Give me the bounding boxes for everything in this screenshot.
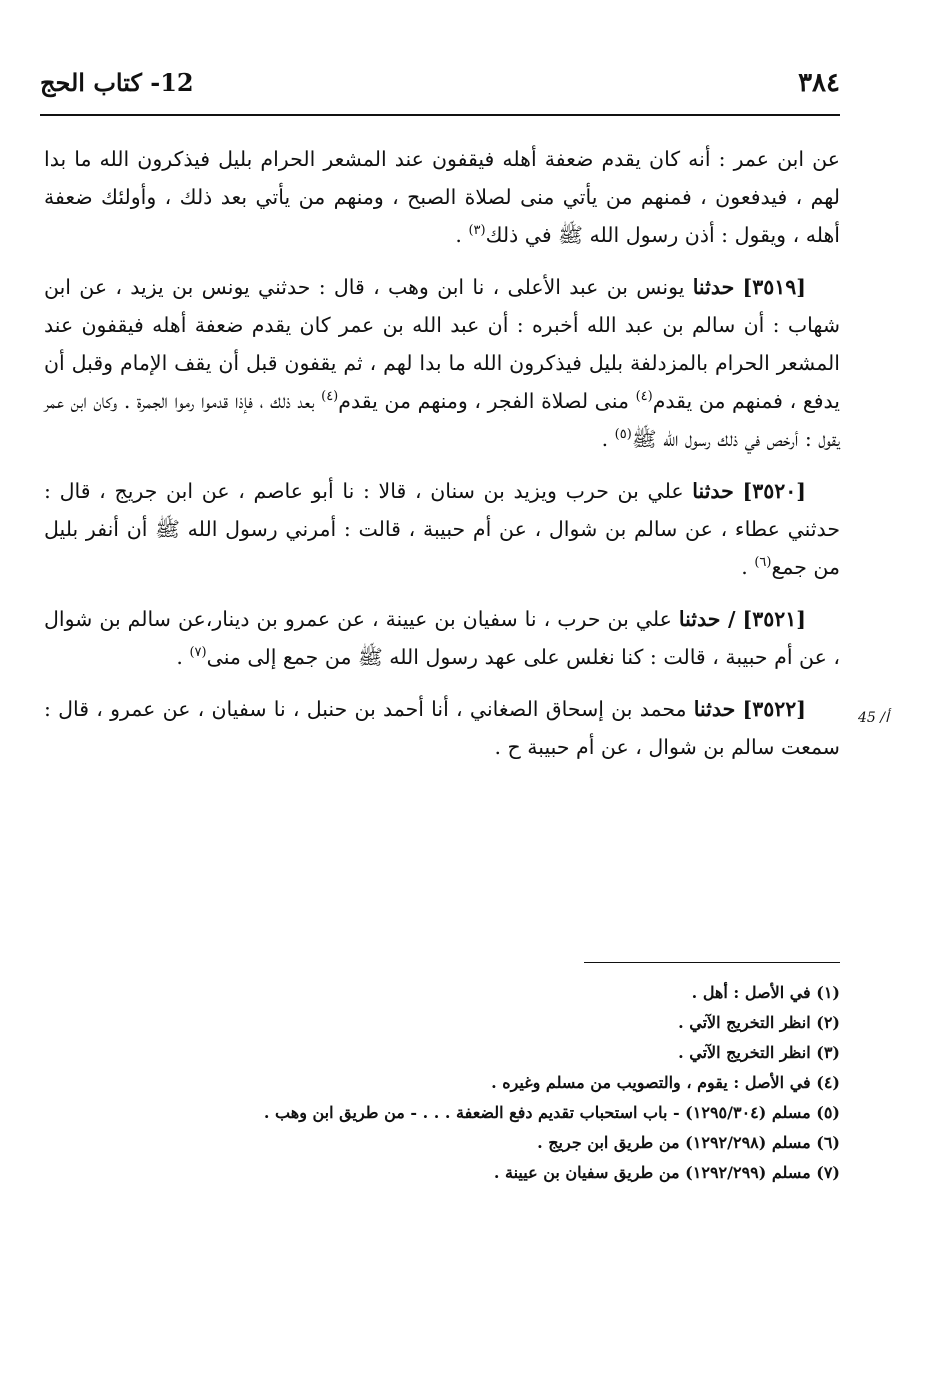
footnote-ref: (٤) [635,389,653,405]
paragraph-text: يونس بن عبد الأعلى ، نا ابن وهب ، قال : حدثني يونس بن يزيد ، عن ابن شهاب : أن سالم بن عبد الله أخبره : أن عبد الله بن عمر كان يقدم ضعفة أهله فيقفون عند المشعر الحرام بالمزدلفة بليل فيذكرون الله ما بدا لهم ، ثم يقفون قبل أن يقف الإمام وقبل أن يدفع ، فمنهم من يقدم [44,275,841,413]
hadith-number: [٣٥٢٠] [742,479,806,503]
footnote-2: (٢) انظر التخريج الآتي . [678,1013,840,1032]
hadith-number: [٣٥٢٢] [742,697,806,721]
footnotes [120,978,840,1188]
footnote-ref: (٦) [754,555,772,571]
footnote-1: (١) في الأصل : أهل . [691,983,840,1002]
hadith-3521 [44,600,840,676]
footnote-divider [584,962,840,963]
manuscript-folio-marker: 45 /أ [858,710,889,726]
header-divider [40,114,840,116]
hadith-intro: حدثنا [692,275,735,299]
hadith-intro: حدثنا [693,697,736,721]
footnote-3: (٣) انظر التخريج الآتي . [678,1043,840,1062]
chapter-title: 12- كتاب الحج [40,68,194,97]
footnote-ref: (٤) [321,389,339,405]
footnote-ref: (٥) [614,427,632,443]
paragraph-text: عن ابن عمر : أنه كان يقدم ضعفة أهله فيقفون عند المشعر الحرام بليل فيذكرون الله ما بدا لهم ، فيدفعون ، فمنهم من يأتي منى لصلاة الصبح ، ومنهم من يأتي بعد ذلك ، وأولئك ضعفة أهله ، ويقول : أذن رسول الله ﷺ في ذلك [44,147,840,247]
hadith-3519 [44,268,840,458]
hadith-3520 [44,472,840,586]
paragraph-tail: . [455,223,469,247]
footnote-5: (٥) مسلم (١٢٩٥/٣٠٤) - باب استحباب تقديم دفع الضعفة . . . - من طريق ابن وهب . [263,1103,840,1122]
paragraph-text: محمد بن إسحاق الصغاني ، أنا أحمد بن حنبل ، نا سفيان ، عن عمرو ، قال : سمعت سالم بن شوال ، عن أم حبيبة ح . [44,697,840,759]
hadith-intro: حدثنا [692,479,734,503]
hadith-intro: / حدثنا [678,607,736,631]
paragraph-text: علي بن حرب ويزيد بن سنان ، قالا : نا أبو عاصم ، عن ابن جريج ، قال : حدثني عطاء ، عن سالم بن شوال ، عن أم حبيبة ، قالت : أمرني رسول الله ﷺ أن أنفر بليل من جمع [44,479,840,579]
paragraph-continuation [44,140,840,254]
hadith-number: [٣٥٢١] [742,607,806,631]
page-header [40,62,840,108]
paragraph-tail: . [176,645,190,669]
main-text [44,140,840,780]
hadith-3522 [44,690,840,766]
paragraph-text: بعد ذلك ، فإذا قدموا رموا الجمرة . وكان ابن عمر يقول : أرخص في ذلك رسول الله ﷺ [44,389,840,451]
paragraph-text: منى لصلاة الفجر ، ومنهم من يقدم [338,389,636,413]
paragraph-tail: . [741,555,755,579]
hadith-number: [٣٥١٩] [742,275,806,299]
footnote-ref: (٣) [468,223,486,239]
page-number: ٣٨٤ [798,68,840,98]
paragraph-tail: . [601,427,615,451]
footnote-ref: (٧) [189,645,207,661]
footnote-6: (٦) مسلم (١٢٩٢/٢٩٨) من طريق ابن جريج . [537,1133,840,1152]
footnote-7: (٧) مسلم (١٢٩٢/٢٩٩) من طريق سفيان بن عيينة . [493,1163,840,1182]
footnote-4: (٤) في الأصل : يقوم ، والتصويب من مسلم وغيره . [491,1073,840,1092]
paragraph-text: علي بن حرب ، نا سفيان بن عيينة ، عن عمرو بن دينار،عن سالم بن شوال ، عن أم حبيبة ، قالت : كنا نغلس على عهد رسول الله ﷺ من جمع إلى منى [44,607,840,669]
